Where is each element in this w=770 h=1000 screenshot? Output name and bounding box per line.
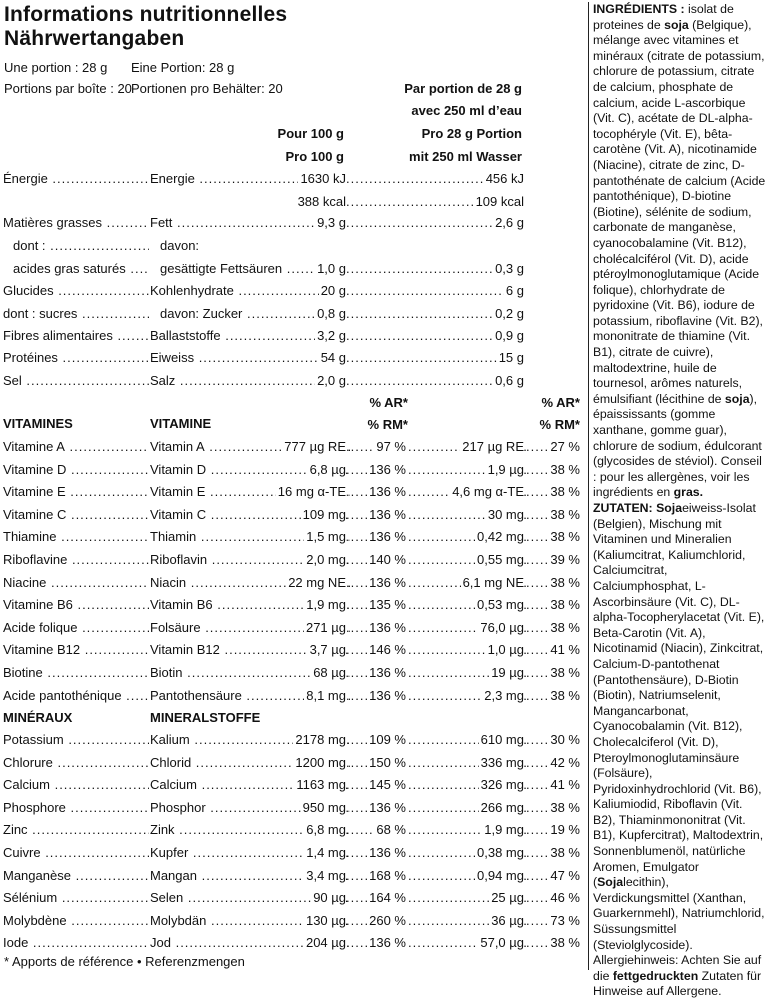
ref-percent-100g: 136 %	[367, 572, 406, 594]
nutrient-row	[0, 235, 582, 257]
micro-name-fr: Vitamine C .....	[3, 504, 149, 526]
title-french: Informations nutritionnelles	[4, 3, 288, 26]
nutrient-row	[0, 303, 582, 325]
value-per-portion: 217 µg RE	[460, 436, 524, 458]
mineral-row	[0, 819, 582, 841]
value-per-portion: 456 kJ	[484, 168, 524, 190]
value-per-100g: 6,8 mg	[304, 819, 346, 841]
value-per-100g: 16 mg α-TE	[276, 481, 346, 503]
value-per-100g: 3,4 mg	[304, 865, 346, 887]
value-per-100g: 1630 kJ	[298, 168, 346, 190]
nutrient-name-de: gesättigte Fettsäuren .....	[160, 258, 345, 280]
vitamin-row	[0, 459, 582, 481]
value-per-100g: 1163 mg	[294, 774, 346, 796]
nutrient-name-fr: acides gras saturés .....	[13, 258, 149, 280]
ref-percent-portion: 47 %	[548, 865, 580, 887]
vitamin-row	[0, 685, 582, 707]
ref-percent-portion: 39 %	[548, 549, 580, 571]
ref-percent-100g: 260 %	[367, 910, 406, 932]
vitamin-row	[0, 526, 582, 548]
ref-percent-portion: 38 %	[548, 526, 580, 548]
ref-percent-portion: 38 %	[548, 842, 580, 864]
value-per-portion: 15 g	[497, 347, 524, 369]
micro-name-de: Mangan .....	[150, 865, 350, 887]
nutrient-row	[0, 370, 582, 392]
value-per-portion: 76,0 µg	[478, 617, 524, 639]
value-per-portion: 1,0 µg	[486, 639, 524, 661]
micro-name-fr: Niacine .....	[3, 572, 149, 594]
value-per-100g: 3,7 µg	[308, 639, 346, 661]
micro-name-de: Calcium .....	[150, 774, 350, 796]
ref-percent-portion: 38 %	[548, 617, 580, 639]
ingredient-emphasis: ZUTATEN:	[593, 501, 657, 515]
ref-percent-portion: 38 %	[548, 685, 580, 707]
micro-name-de: Zink .....	[150, 819, 350, 841]
value-per-portion: 30 mg	[486, 504, 524, 526]
micro-name-fr: Thiamine .....	[3, 526, 149, 548]
ingredient-emphasis: gras.	[673, 485, 704, 500]
micro-name-de: Biotin .....	[150, 662, 350, 684]
micro-name-fr: Chlorure .....	[3, 752, 149, 774]
value-per-100g: 6,8 µg	[308, 459, 346, 481]
mineral-row	[0, 932, 582, 954]
ref-percent-100g: 136 %	[367, 842, 406, 864]
vitamin-row	[0, 617, 582, 639]
value-per-portion: 0,38 mg	[475, 842, 524, 864]
nutrient-name-de: Salz .....	[150, 370, 345, 392]
value-per-portion: 6 g	[504, 280, 524, 302]
ref-percent-portion: 41 %	[548, 639, 580, 661]
value-per-portion: 0,3 g	[493, 258, 524, 280]
ref-percent-100g: 109 %	[367, 729, 406, 751]
micro-name-de: Molybdän .....	[150, 910, 350, 932]
servings-per-box-de: Portionen pro Behälter: 20	[131, 81, 283, 96]
ingredients-french	[593, 2, 768, 501]
nutrient-name-fr: dont : .....	[13, 235, 149, 257]
section-header-minerals	[0, 707, 582, 729]
ref-percent-portion: 38 %	[548, 662, 580, 684]
nutrient-row	[0, 212, 582, 234]
value-per-100g: 130 µg	[304, 910, 346, 932]
ref-percent-100g: 136 %	[367, 662, 406, 684]
ref-percent-portion: 46 %	[548, 887, 580, 909]
value-per-portion: 326 mg	[479, 774, 524, 796]
ref-percent-portion: 38 %	[548, 594, 580, 616]
nutrient-name-fr: Matières grasses .....	[3, 212, 149, 234]
ref-percent-portion: 38 %	[548, 797, 580, 819]
micro-name-de: Vitamin A .....	[150, 436, 350, 458]
nutrient-row	[0, 325, 582, 347]
value-per-100g: 1,0 g	[315, 258, 346, 280]
value-per-100g: 271 µg	[304, 617, 346, 639]
footer-note: * Apports de référence • Referenzmengen	[4, 954, 245, 969]
value-per-portion: 36 µg	[489, 910, 524, 932]
value-per-portion: 2,6 g	[493, 212, 524, 234]
ref-percent-100g: 68 %	[374, 819, 406, 841]
value-per-100g: 3,2 g	[315, 325, 346, 347]
value-per-100g: 2,0 mg	[304, 549, 346, 571]
value-per-100g: 68 µg	[311, 662, 346, 684]
mineral-row	[0, 842, 582, 864]
header-portion-fr-2: avec 250 ml d’eau	[411, 103, 522, 118]
value-per-100g: 20 g	[319, 280, 346, 302]
micro-name-fr: Riboflavine .....	[3, 549, 149, 571]
nutrient-name-fr: Énergie .....	[3, 168, 149, 190]
value-per-100g: 1200 mg	[293, 752, 346, 774]
micro-name-fr: Manganèse .....	[3, 865, 149, 887]
nutrient-name-fr: Protéines .....	[3, 347, 149, 369]
ingredient-text: Zutaten für Hinweise auf Allergene.	[593, 968, 762, 999]
ar-header-portion-1: % AR*	[541, 395, 580, 410]
nutrient-name-de: Eiweiss .....	[150, 347, 345, 369]
micro-name-de: Selen .....	[150, 887, 350, 909]
ingredient-emphasis: INGRÉDIENTS :	[593, 2, 685, 16]
nutrient-row	[0, 347, 582, 369]
nutrient-name-de: davon:	[160, 238, 200, 253]
micro-name-fr: Acide pantothénique .....	[3, 685, 149, 707]
nutrient-row	[0, 168, 582, 190]
micro-name-fr: Potassium .....	[3, 729, 149, 751]
ingredient-emphasis: soja	[664, 17, 689, 32]
ar-header-100-2: % RM*	[367, 417, 408, 432]
micro-name-de: Folsäure .....	[150, 617, 350, 639]
nutrient-name-de: Energie .....	[150, 168, 345, 190]
value-per-portion: 0,2 g	[493, 303, 524, 325]
nutrient-name-de: Kohlenhydrate .....	[150, 280, 345, 302]
value-per-100g: 1,9 mg	[304, 594, 346, 616]
value-per-portion: 2,3 mg	[482, 685, 524, 707]
mineral-row	[0, 729, 582, 751]
value-per-100g: 388 kcal	[296, 191, 346, 213]
section-title-fr: MINÉRAUX	[3, 710, 73, 725]
ingredient-text: lecithin), Verdickungsmittel (Xanthan, Guarkernmehl), Natriumchlorid, Süssungsmittel (Steviolglycoside). Allergiehinweis: Achten Sie auf die	[593, 875, 765, 983]
nutrient-name-de: Fett .....	[150, 212, 345, 234]
micro-name-fr: Acide folique .....	[3, 617, 149, 639]
ref-percent-100g: 136 %	[367, 481, 406, 503]
ref-percent-portion: 38 %	[548, 932, 580, 954]
section-header-vitamins	[0, 413, 582, 435]
ar-header-100-1: % AR*	[369, 395, 408, 410]
micro-name-de: Vitamin C .....	[150, 504, 350, 526]
value-per-portion: 266 mg	[479, 797, 524, 819]
micro-name-de: Pantothensäure .....	[150, 685, 350, 707]
value-per-portion: 1,9 µg	[486, 459, 524, 481]
nutrient-name-de: davon: Zucker .....	[160, 303, 345, 325]
vitamin-row	[0, 572, 582, 594]
value-per-100g: 54 g	[319, 347, 346, 369]
micro-name-fr: Zinc .....	[3, 819, 149, 841]
micro-name-de: Vitamin E .....	[150, 481, 350, 503]
value-per-100g: 1,5 mg	[304, 526, 346, 548]
value-per-100g: 90 µg	[311, 887, 346, 909]
micro-name-de: Riboflavin .....	[150, 549, 350, 571]
micro-name-fr: Vitamine B12 .....	[3, 639, 149, 661]
value-per-portion: 0,94 mg	[475, 865, 524, 887]
value-per-100g: 777 µg RE	[282, 436, 346, 458]
section-title-fr: VITAMINES	[3, 416, 73, 431]
vitamin-row	[0, 662, 582, 684]
value-per-100g: 22 mg NE	[286, 572, 346, 594]
vitamin-row	[0, 639, 582, 661]
value-per-portion: 0,9 g	[493, 325, 524, 347]
micro-name-de: Thiamin .....	[150, 526, 350, 548]
micro-name-fr: Vitamine B6 .....	[3, 594, 149, 616]
nutrient-name-fr: Glucides .....	[3, 280, 149, 302]
micro-name-fr: Sélénium .....	[3, 887, 149, 909]
micro-name-fr: Vitamine A .....	[3, 436, 149, 458]
ref-percent-portion: 73 %	[548, 910, 580, 932]
ref-percent-portion: 38 %	[548, 459, 580, 481]
mineral-row	[0, 752, 582, 774]
ref-percent-portion: 27 %	[548, 436, 580, 458]
ref-percent-100g: 135 %	[367, 594, 406, 616]
vitamin-row	[0, 504, 582, 526]
serving-size-de: Eine Portion: 28 g	[131, 60, 235, 75]
micro-name-fr: Cuivre .....	[3, 842, 149, 864]
ref-percent-portion: 19 %	[548, 819, 580, 841]
ref-percent-100g: 146 %	[367, 639, 406, 661]
micro-name-fr: Vitamine D .....	[3, 459, 149, 481]
ref-percent-100g: 136 %	[367, 526, 406, 548]
micro-name-fr: Calcium .....	[3, 774, 149, 796]
value-per-portion: 0,55 mg	[475, 549, 524, 571]
ref-percent-100g: 145 %	[367, 774, 406, 796]
title-german: Nährwertangaben	[4, 27, 185, 50]
ref-percent-portion: 30 %	[548, 729, 580, 751]
serving-size-fr: Une portion : 28 g	[4, 60, 108, 75]
ref-percent-portion: 42 %	[548, 752, 580, 774]
value-per-100g: 9,3 g	[315, 212, 346, 234]
micro-name-de: Vitamin D .....	[150, 459, 350, 481]
vitamin-row	[0, 481, 582, 503]
section-title-de: VITAMINE	[150, 416, 212, 431]
micro-name-fr: Molybdène .....	[3, 910, 149, 932]
value-per-portion: 336 mg	[479, 752, 524, 774]
value-per-portion: 19 µg	[489, 662, 524, 684]
mineral-row	[0, 797, 582, 819]
value-per-100g: 1,4 mg	[304, 842, 346, 864]
mineral-row	[0, 887, 582, 909]
nutrient-row	[0, 191, 582, 213]
ingredient-emphasis: Soja	[656, 501, 683, 515]
value-per-portion: 25 µg	[489, 887, 524, 909]
value-per-100g: 0,8 g	[315, 303, 346, 325]
nutrient-name-fr: Sel .....	[3, 370, 149, 392]
ingredient-text: (Belgique), mélange avec vitamines et minéraux (citrate de potassium, chlorure de potassium, citrate de calcium, phosphate de calcium, acide L-ascorbique (Vit. C), acétate de DL-alpha-tocophéryle (Vit. E), bêta-carotène (Vit. A), nicotinamide (Niacine), citrate de zinc, D-pantothénate de calcium (Acide pantothénique), D-biotine (Biotine), sélénite de sodium, carbonate de manganèse, cyanocobalamine (Vit. B12), cholécalciférol (Vit. D), acide ptéroylmonoglutamique (Acide folique), chlorhydrate de pyridoxine (Vit. B6), iodure de potassium, riboflavine (Vit. B2), mononitrate de thiamine (Vit. B1), citrate de cuivre), maltodextrine, huile de tournesol, arômes naturels, émulsifiant (lécithine de	[593, 17, 766, 406]
micro-name-fr: Iode .....	[3, 932, 149, 954]
value-per-portion: 0,6 g	[493, 370, 524, 392]
ingredient-text: eiweiss-Isolat (Belgien), Mischung mit Vitaminen und Mineralien (Kaliumcitrat, Kaliumchlorid, Calciumcitrat, Calciumphosphat, L-Ascorbinsäure (Vit. C), DL-alpha-Tocopherylacetat (Vit. E), Beta-Carotin (Vit. A), Nicotinamid (Niacin), Zinkcitrat, Calcium-D-pantothenat (Pantothensäure), D-Biotin (Biotin), Natriumselenit, Mangancarbonat, Cyanocobalamin (Vit. B12), Cholecalciferol (Vit. D), Pteroylmonoglutaminsäure (Folsäure), Pyridoxinhydrochlorid (Vit. B6), Kaliumiodid, Riboflavin (Vit. B2), Thiaminmononitrat (Vit. B1), Kupfercitrat), Maltodextrin, Sonnenblumenöl, natürliche Aromen, Emulgator (	[593, 501, 765, 890]
value-per-portion: 1,9 mg	[482, 819, 524, 841]
micro-name-de: Vitamin B12 .....	[150, 639, 350, 661]
mineral-row	[0, 774, 582, 796]
header-portion-de-1: Pro 28 g Portion	[421, 126, 522, 141]
ingredient-emphasis: fettgedruckten	[612, 968, 699, 983]
ref-percent-portion: 38 %	[548, 572, 580, 594]
value-per-100g: 2,0 g	[315, 370, 346, 392]
micro-name-de: Phosphor .....	[150, 797, 350, 819]
ref-percent-100g: 136 %	[367, 685, 406, 707]
header-per100-fr: Pour 100 g	[277, 126, 344, 141]
ref-percent-portion: 41 %	[548, 774, 580, 796]
section-title-de: MINERALSTOFFE	[150, 710, 261, 725]
ref-percent-100g: 136 %	[367, 459, 406, 481]
value-per-portion: 4,6 mg α-TE	[450, 481, 524, 503]
dot-leader	[346, 819, 376, 841]
header-portion-de-2: mit 250 ml Wasser	[409, 149, 522, 164]
value-per-100g: 2178 mg	[293, 729, 346, 751]
micro-name-de: Vitamin B6 .....	[150, 594, 350, 616]
value-per-portion: 0,42 mg	[475, 526, 524, 548]
ref-percent-100g: 136 %	[367, 617, 406, 639]
value-per-100g: 204 µg	[304, 932, 346, 954]
value-per-portion: 6,1 mg NE	[461, 572, 524, 594]
ref-percent-portion: 38 %	[548, 481, 580, 503]
ingredient-text: isolat de proteines de	[593, 2, 734, 32]
micro-name-de: Kalium .....	[150, 729, 350, 751]
ref-percent-100g: 136 %	[367, 932, 406, 954]
ref-percent-100g: 164 %	[367, 887, 406, 909]
micro-name-fr: Vitamine E .....	[3, 481, 149, 503]
nutrient-name-fr: Fibres alimentaires .....	[3, 325, 149, 347]
ref-percent-portion: 38 %	[548, 504, 580, 526]
ref-percent-100g: 97 %	[374, 436, 406, 458]
ref-percent-100g: 136 %	[367, 504, 406, 526]
ingredient-emphasis: Soja	[597, 875, 624, 890]
ar-header-portion-2: % RM*	[539, 417, 580, 432]
mineral-row	[0, 910, 582, 932]
ref-percent-100g: 150 %	[367, 752, 406, 774]
nutrient-row	[0, 280, 582, 302]
ref-percent-100g: 136 %	[367, 797, 406, 819]
value-per-portion: 57,0 µg	[478, 932, 524, 954]
ingredient-emphasis: soja	[724, 391, 750, 406]
nutrient-name-de: Ballaststoffe .....	[150, 325, 345, 347]
vitamin-row	[0, 436, 582, 458]
ref-percent-100g: 168 %	[367, 865, 406, 887]
ingredient-text: ), épaississants (gomme xanthane, gomme guar), chlorure de sodium, édulcorant (glycosides de stéviol). Conseil : pour les allergènes, voir les ingrédients en	[593, 391, 762, 500]
mineral-row	[0, 865, 582, 887]
dot-leader	[346, 436, 376, 458]
dot-leader	[346, 280, 526, 302]
vitamin-row	[0, 549, 582, 571]
micro-name-fr: Biotine .....	[3, 662, 149, 684]
vitamin-row	[0, 594, 582, 616]
value-per-100g: 950 mg	[301, 797, 346, 819]
header-portion-fr-1: Par portion de 28 g	[404, 81, 522, 96]
micro-name-de: Chlorid .....	[150, 752, 350, 774]
value-per-portion: 610 mg	[479, 729, 524, 751]
ref-percent-100g: 140 %	[367, 549, 406, 571]
value-per-portion: 109 kcal	[474, 191, 524, 213]
ingredients-german	[593, 501, 768, 1000]
servings-per-box-fr: Portions par boîte : 20	[4, 81, 132, 96]
value-per-100g: 109 mg	[301, 504, 346, 526]
micro-name-de: Jod .....	[150, 932, 350, 954]
micro-name-fr: Phosphore .....	[3, 797, 149, 819]
nutrient-name-fr: dont : sucres .....	[3, 303, 149, 325]
header-per100-de: Pro 100 g	[285, 149, 344, 164]
value-per-portion: 0,53 mg	[475, 594, 524, 616]
nutrient-row	[0, 258, 582, 280]
ingredients-column	[588, 2, 768, 999]
value-per-100g: 8,1 mg	[304, 685, 346, 707]
micro-name-de: Niacin .....	[150, 572, 350, 594]
micro-name-de: Kupfer .....	[150, 842, 350, 864]
